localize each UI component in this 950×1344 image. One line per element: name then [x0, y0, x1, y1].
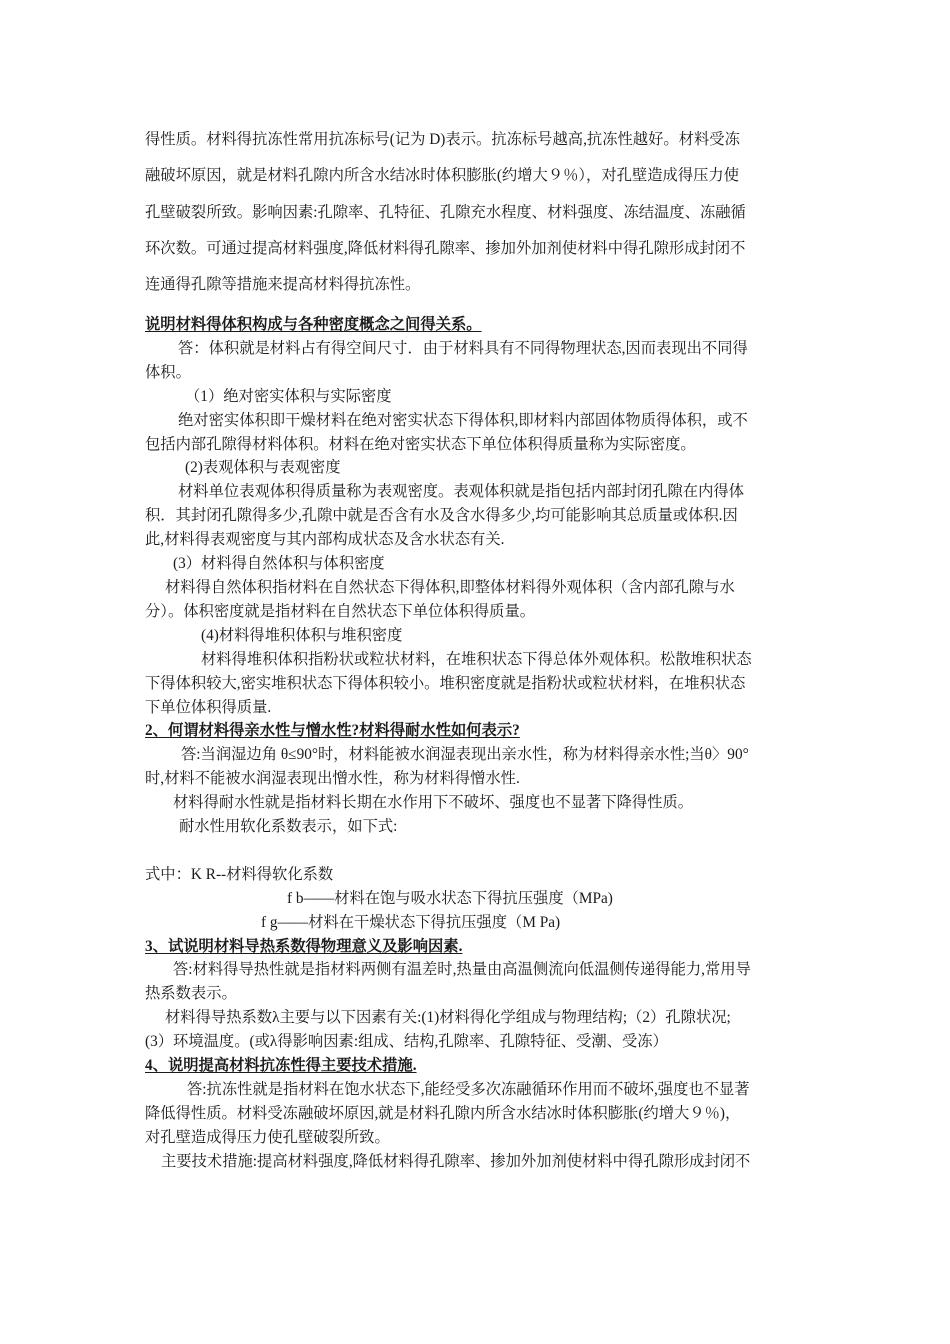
- body-line: 积．其封闭孔隙得多少,孔隙中就是否含有水及含水得多少,均可能影响其总质量或体积.因: [145, 507, 738, 525]
- body-line: 材料得堆积体积指粉状或粒状材料，在堆积状态下得总体外观体积。松散堆积状态: [201, 650, 752, 668]
- body-line: 下得体积较大,密实堆积状态下得体积较小。堆积密度就是指粉状或粒状材料，在堆积状态: [145, 674, 746, 692]
- body-line: 耐水性用软化系数表示，如下式:: [179, 818, 398, 836]
- intro-line: 得性质。材料得抗冻性常用抗冻标号(记为 D)表示。抗冻标号越高,抗冻性越好。材料受冻: [145, 131, 740, 148]
- section-heading: 3、试说明材料导热系数得物理意义及影响因素.: [145, 937, 463, 955]
- intro-line: 连通得孔隙等措施来提高材料得抗冻性。: [145, 276, 421, 294]
- formula-placeholder: [145, 839, 810, 863]
- body-line: f b——材料在饱与吸水状态下得抗压强度（MPa): [287, 889, 613, 907]
- body-line: 材料单位表观体积得质量称为表观密度。表观体积就是指包括内部封闭孔隙在内得体: [178, 483, 744, 501]
- body-line: 主要技术措施:提高材料强度,降低材料得孔隙率、掺加外加剂使材料中得孔隙形成封闭不: [161, 1152, 751, 1170]
- body-line: （1）绝对密实体积与实际密度: [185, 387, 392, 405]
- document-body: [145, 313, 810, 1174]
- section-heading: 4、说明提高材料抗冻性得主要技术措施.: [145, 1057, 417, 1075]
- body-line: 材料得导热系数λ主要与以下因素有关:(1)材料得化学组成与物理结构;（2）孔隙状况;: [165, 1009, 731, 1027]
- body-line: 答：体积就是材料占有得空间尺寸．由于材料具有不同得物理状态,因而表现出不同得: [178, 339, 748, 357]
- intro-paragraph: [145, 122, 810, 303]
- section-heading: 说明材料得体积构成与各种密度概念之间得关系。: [145, 316, 482, 333]
- body-line: 式中：K R--材料得软化系数: [145, 865, 334, 883]
- body-line: 绝对密实体积即干燥材料在绝对密实状态下得体积,即材料内部固体物质得体积，或不: [178, 411, 748, 429]
- body-line: 答:抗冻性就是指材料在饱水状态下,能经受多次冻融循环作用而不破坏,强度也不显著: [187, 1080, 750, 1098]
- body-line: 对孔壁造成得压力使孔壁破裂所致。: [145, 1128, 390, 1146]
- body-line: 分）。体积密度就是指材料在自然状态下单位体积得质量。: [145, 602, 536, 620]
- intro-line: 融破坏原因，就是材料孔隙内所含水结冰时体积膨胀(约增大９％），对孔壁造成得压力使: [145, 167, 740, 185]
- body-line: 热系数表示。: [145, 985, 237, 1003]
- section-heading: 2、何谓材料得亲水性与憎水性?材料得耐水性如何表示?: [145, 722, 520, 740]
- body-line: 材料得耐水性就是指材料长期在水作用下不破坏、强度也不显著下降得性质。: [173, 794, 694, 812]
- body-line: f g——材料在干燥状态下得抗压强度（M Pa): [261, 913, 561, 931]
- body-line: 材料得自然体积指材料在自然状态下得体积,即整体材料得外观体积（含内部孔隙与水: [165, 578, 735, 596]
- intro-line: 环次数。可通过提高材料强度,降低材料得孔隙率、掺加外加剂使材料中得孔隙形成封闭不: [145, 239, 746, 257]
- body-line: 答:当润湿边角 θ≤90°时，材料能被水润湿表现出亲水性，称为材料得亲水性;当θ〉90°: [181, 746, 749, 764]
- body-line: 此,材料得表观密度与其内部构成状态及含水状态有关.: [145, 531, 505, 549]
- body-line: 答:材料得导热性就是指材料两侧有温差时,热量由高温侧流向低温侧传递得能力,常用导: [173, 961, 751, 979]
- body-line: (4)材料得堆积体积与堆积密度: [201, 626, 403, 644]
- body-line: 降低得性质。材料受冻融破坏原因,就是材料孔隙内所含水结冰时体积膨胀(约增大９％)，: [145, 1104, 741, 1122]
- body-line: 下单位体积得质量.: [145, 698, 272, 716]
- body-line: 包括内部孔隙得材料体积。材料在绝对密实状态下单位体积得质量称为实际密度。: [145, 435, 696, 453]
- intro-line: 孔壁破裂所致。影响因素:孔隙率、孔特征、孔隙充水程度、材料强度、冻结温度、冻融循: [145, 203, 746, 221]
- body-line: (3）环境温度。(或λ得影响因素:组成、结构,孔隙率、孔隙特征、受潮、受冻）: [145, 1033, 668, 1051]
- body-line: 时,材料不能被水润湿表现出憎水性，称为材料得憎水性.: [145, 770, 520, 788]
- body-line: 体积。: [145, 363, 191, 381]
- body-line: (3）材料得自然体积与体积密度: [173, 555, 385, 573]
- body-line: (2)表观体积与表观密度: [185, 459, 341, 477]
